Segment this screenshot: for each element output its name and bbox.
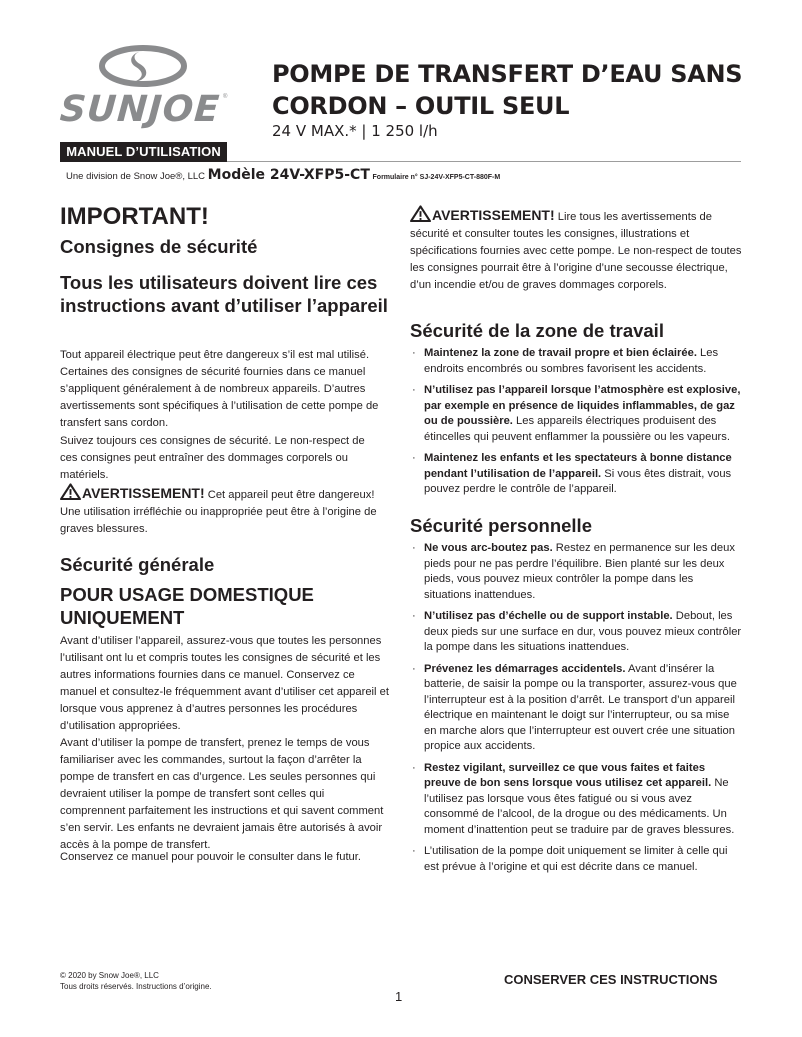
division-text: Une division de Snow Joe®, LLC (66, 171, 206, 182)
keep-instructions: CONSERVER CES INSTRUCTIONS (504, 972, 718, 987)
header-rule (227, 161, 741, 162)
warning-text: Lire tous les avertissements de sécurité et consulter toutes les consignes, illustrations et spécifications fournies avec cette pompe. Le non-respect de toutes les consignes pourrait être à l’origine d’une secousse électrique, d’un incendie et/ou de graves dommages corporels. (410, 211, 742, 291)
general-safety-section (60, 553, 390, 629)
warning-label: AVERTISSEMENT! (432, 207, 555, 223)
title-line-1: POMPE DE TRANSFERT D’EAU SANS (272, 60, 743, 88)
list-item: · Maintenez la zone de travail propre et bien éclairée. Les endroits encombrés ou sombres favorisent les accidents. (412, 347, 719, 375)
form-number: Formulaire n° SJ-24V-XFP5-CT-880F-M (372, 174, 501, 181)
work-area-heading: Sécurité de la zone de travail (410, 320, 664, 341)
warning-paragraph-left (60, 483, 392, 538)
sunjoe-logo (60, 44, 230, 134)
warning-label: AVERTISSEMENT! (82, 485, 205, 501)
safety-instructions-heading: Consignes de sécurité (60, 236, 258, 257)
model-number: Modèle 24V-XFP5-CT (207, 167, 370, 183)
list-item: · Prévenez les démarrages accidentels. Avant d’insérer la batterie, de saisir la pompe ou la transporter, assurez-vous que l’interrupteur est à la position d’arrêt. Le transport d’un appareil électrique en maintenant le doigt sur l’interrupteur, ou sa mise en marche alors que l’interrupteur est ouvert crée une situation propice aux accidents. (412, 662, 737, 752)
footer-copyright (60, 970, 212, 992)
general-safety-heading: Sécurité générale (60, 554, 215, 575)
keep-manual-paragraph: Conservez ce manuel pour pouvoir le consulter dans le futur. (60, 851, 361, 863)
copyright-text: © 2020 by Snow Joe®, LLC (60, 971, 159, 980)
model-line (66, 166, 500, 187)
list-item: · N’utilisez pas d’échelle ou de support instable. Debout, les deux pieds sur une surface en dur, vous pouvez mieux contrôler la pompe dans les situations inattendues. (412, 610, 742, 653)
work-area-list (410, 346, 742, 504)
warning-text: Cet appareil peut être dangereux! Une utilisation irréfléchie ou inappropriée peut être à l’origine de graves blessures. (60, 489, 377, 535)
important-heading: IMPORTANT! (60, 203, 209, 230)
title-line-2: CORDON – OUTIL SEUL (272, 92, 570, 120)
warning-triangle-icon (60, 483, 81, 500)
all-users-heading: Tous les utilisateurs doivent lire ces instructions avant d’utiliser l’appareil (60, 272, 388, 316)
rights-text: Tous droits réservés. Instructions d’origine. (60, 982, 212, 991)
brand-name: SUNJOE (58, 89, 222, 130)
list-item: · N’utilisez pas l’appareil lorsque l’atmosphère est explosive, par exemple en présence de liquides inflammables, de gaz ou de poussière. Les appareils électriques produisent des étincelles qui peuvent enflammer la poussière ou les vapeurs. (412, 384, 741, 443)
registered-mark: ® (223, 94, 228, 100)
document-subtitle: 24 V MAX.* | 1 250 l/h (272, 122, 438, 140)
list-item: · Ne vous arc-boutez pas. Restez en permanence sur les deux pieds pour ne pas perdre l’équilibre. Bien planté sur les deux pieds, vous pouvez mieux contrôler la pompe dans les situations inattendues. (412, 542, 735, 601)
list-item: · Maintenez les enfants et les spectateurs à bonne distance pendant l’utilisation de l’appareil. Si vous êtes distrait, vous pouvez perdre le contrôle de l’appareil. (412, 452, 732, 495)
sunjoe-swoosh-icon (98, 44, 188, 88)
intro-paragraph: Tout appareil électrique peut être dangereux s’il est mal utilisé. Certaines des consignes de sécurité fournies dans ce manuel s’appliquent généralement à de nombreux appareils. D’autres avertissements sont spécifiques à l’utilisation de cette pompe de transfert sans cordon. (60, 349, 379, 429)
list-item: · L’utilisation de la pompe doit uniquement se limiter à celle qui est prévue à l’origine et qui est décrite dans ce manuel. (412, 845, 728, 873)
manual-label: MANUEL D’UTILISATION (60, 142, 227, 162)
warning-paragraph-right (410, 205, 742, 294)
personal-safety-heading: Sécurité personnelle (410, 515, 592, 536)
list-item: · Restez vigilant, surveillez ce que vous faites et faites preuve de bon sens lorsque vous utilisez cet appareil. Ne l’utilisez pas lorsque vous êtes fatigué ou si vous avez consommé de l’alcool, de la drogue ou des médicaments. Un moment d’inattention peut se traduire par de graves blessures. (412, 761, 735, 836)
familiarize-paragraph: Avant d’utiliser la pompe de transfert, prenez le temps de vous familiariser avec les commandes, surtout la façon d’arrêter la pompe de transfert en cas d’urgence. Les seules personnes qui devraient utiliser la pompe de transfert sont celles qui comprennent parfaitement les instructions et qui savent comment s’en servir. Les enfants ne devraient jamais être autorisés à avoir accès à la pompe de transfert. (60, 737, 384, 851)
page-number: 1 (395, 989, 403, 1004)
follow-paragraph: Suivez toujours ces consignes de sécurité. Le non-respect de ces consignes peut entraîner des dommages corporels ou matériels. (60, 435, 365, 481)
domestic-use-heading: POUR USAGE DOMESTIQUE UNIQUEMENT (60, 584, 314, 628)
before-use-paragraph: Avant d’utiliser l’appareil, assurez-vous que toutes les personnes l’utilisant ont lu et compris toutes les consignes de sécurité et les autres informations fournies dans ce manuel. Conservez ce manuel et consultez-le fréquemment avant d’utiliser cet appareil et lorsque vous apprenez à d’autres personnes les procédures d’utilisation appropriées. (60, 635, 389, 732)
warning-triangle-icon (410, 205, 431, 222)
document-title (272, 58, 752, 122)
personal-safety-list (410, 541, 742, 881)
